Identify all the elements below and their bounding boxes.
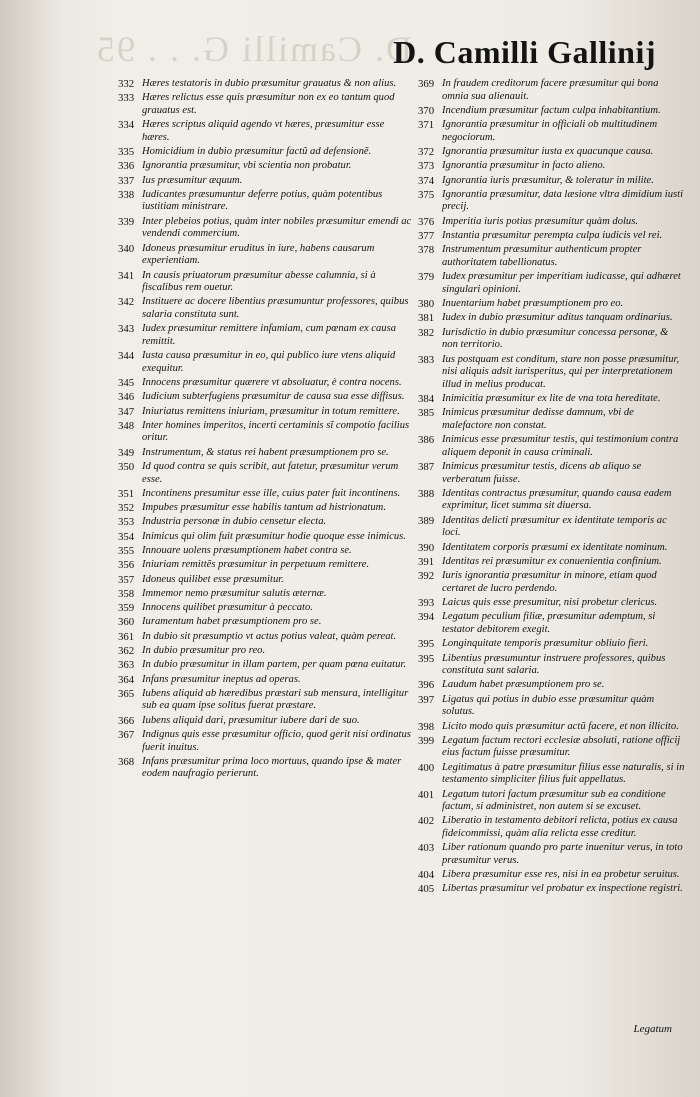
entry-number: 362 xyxy=(118,644,135,657)
entry-text: Hæres testatoris in dubio præsumitur grauatus & non alius. xyxy=(142,78,397,89)
entry-number: 399 xyxy=(418,734,435,747)
entry-text: Instantia præsumitur perempta culpa iudicis vel rei. xyxy=(442,230,663,242)
entry-text: Legatum tutori factum præsumitur sub ea conditione factum, si administret, non autem si se excuset. xyxy=(442,788,666,813)
entry-number: 358 xyxy=(118,587,135,600)
entry-number: 369 xyxy=(418,78,435,90)
entry-item xyxy=(418,570,686,595)
entry-item xyxy=(418,461,686,486)
entry-text: Inuentarium habet præsumptionem pro eo. xyxy=(442,298,624,310)
entry-text: Laicus quis esse presumitur, nisi probetur clericus. xyxy=(442,597,658,609)
entry-text: In dubio præsumitur in illam partem, per quam pœna euitatur. xyxy=(142,659,406,671)
entry-item xyxy=(118,406,414,419)
entry-text: Innocens præsumitur quærere vt absoluatur, è contra nocens. xyxy=(142,377,402,388)
entry-item xyxy=(418,216,686,229)
entry-item xyxy=(418,327,686,352)
entry-text: Iudex præsumitur remittere infamiam, cum pœnam ex causa remittit. xyxy=(142,323,397,347)
entry-item xyxy=(418,78,686,103)
entry-item xyxy=(118,175,414,188)
entry-item xyxy=(118,461,414,486)
entry-number: 351 xyxy=(118,487,135,500)
entry-item xyxy=(418,789,686,814)
entry-number: 343 xyxy=(118,323,135,336)
entry-number: 341 xyxy=(118,269,135,282)
entry-number: 403 xyxy=(418,842,435,855)
entry-item xyxy=(118,420,414,445)
entry-number: 348 xyxy=(118,419,135,432)
entry-text: Id quod contra se quis scribit, aut fatetur, præsumitur verum esse. xyxy=(142,461,399,485)
entry-number: 344 xyxy=(118,350,135,363)
entry-item xyxy=(418,189,686,214)
entry-item xyxy=(418,434,686,459)
entry-text: Incontinens presumitur esse ille, cuius pater fuit incontinens. xyxy=(142,487,401,499)
entry-text: Ignorantia præsumitur, data læsione vltra dimidium iusti precij. xyxy=(442,188,684,213)
entry-item xyxy=(418,721,686,734)
entry-text: Identitas rei præsumitur ex conuenientia confinium. xyxy=(442,555,662,567)
entry-text: Ligatus qui potius in dubio esse præsumitur quàm solutus. xyxy=(442,693,655,718)
entry-text: Iniuriam remittẽs præsumitur in perpetuum remittere. xyxy=(142,559,370,571)
entry-text: Liber rationum quando pro parte inuenitur verus, in toto præsumitur verus. xyxy=(442,842,683,866)
entry-text: Incendium præsumitur factum culpa inhabitantium. xyxy=(442,104,661,116)
entry-number: 336 xyxy=(118,160,135,173)
entry-number: 393 xyxy=(418,597,435,610)
entry-text: Iudicantes præsumuntur deferre potius, quàm potentibus iustitiam ministrare. xyxy=(142,188,383,213)
entry-number: 332 xyxy=(118,78,135,90)
entry-number: 385 xyxy=(418,407,435,420)
entry-item xyxy=(418,597,686,610)
entry-number: 361 xyxy=(118,630,135,643)
entry-item xyxy=(418,869,686,882)
entry-number: 383 xyxy=(418,353,435,366)
entry-text: Innouare uolens præsumptionem habet contra se. xyxy=(142,545,352,556)
entry-item xyxy=(118,160,414,173)
running-header: D. Camilli Gallinij xyxy=(393,34,656,70)
entry-number: 345 xyxy=(118,377,135,389)
entry-number: 400 xyxy=(418,761,435,774)
entry-item xyxy=(118,502,414,515)
entry-text: Inter plebeios potius, quàm inter nobiles præsumitur emendi ac vendendi commercium. xyxy=(142,215,412,240)
entry-text: Inter homines imperitos, incerti certaminis sĩ compotio facilius oritur. xyxy=(142,419,410,444)
entry-item xyxy=(418,679,686,692)
entry-number: 374 xyxy=(418,174,435,187)
entry-number: 366 xyxy=(118,714,135,727)
entry-item xyxy=(418,230,686,243)
entry-item xyxy=(418,244,686,269)
entry-number: 395 xyxy=(418,652,435,665)
entry-text: Libera præsumitur esse res, nisi in ea probetur seruitus. xyxy=(442,869,680,881)
entry-number: 387 xyxy=(418,461,435,473)
entry-number: 359 xyxy=(118,602,135,615)
entry-number: 335 xyxy=(118,146,135,159)
entry-item xyxy=(418,298,686,311)
entry-number: 368 xyxy=(118,755,135,768)
entry-number: 392 xyxy=(418,570,435,583)
entry-item xyxy=(118,78,414,91)
entry-item xyxy=(118,545,414,558)
entry-number: 386 xyxy=(418,434,435,447)
entry-item xyxy=(418,105,686,118)
entry-text: Identitas delicti præsumitur ex identitate temporis ac loci. xyxy=(442,514,667,539)
entry-text: Idoneus quilibet esse præsumitur. xyxy=(142,573,284,585)
entry-number: 352 xyxy=(118,502,135,515)
entry-text: Ignorantia præsumitur in facto alieno. xyxy=(442,160,606,172)
entry-text: Iniuriatus remittens iniuriam, præsumitur in totum remittere. xyxy=(142,405,400,417)
entry-text: Instituere ac docere libentius præsumuntur professores, quibus salaria constituta sunt. xyxy=(142,296,409,320)
entry-text: Liberatio in testamento debitori relicta, potius ex causa fideicommissi, quàm alia relicta esse creditur. xyxy=(442,815,678,840)
entry-text: Iuris ignorantia præsumitur in minore, etiam quod certaret de lucro perdendo. xyxy=(442,570,657,594)
entry-number: 333 xyxy=(118,92,135,105)
entry-item xyxy=(118,588,414,601)
entry-number: 397 xyxy=(418,693,435,706)
entry-text: Identitatem corporis præsumi ex identitate nominum. xyxy=(442,541,668,553)
entry-item xyxy=(418,160,686,173)
entry-text: Laudum habet præsumptionem pro se. xyxy=(442,679,605,691)
entry-number: 363 xyxy=(118,659,135,672)
entry-item xyxy=(118,616,414,629)
entry-number: 381 xyxy=(418,312,435,325)
entry-number: 364 xyxy=(118,673,135,686)
entry-text: Infans præsumitur prima loco mortuus, quando ipse & mater eodem naufragio perierunt. xyxy=(142,755,402,780)
entry-text: Industria personæ in dubio censetur electa. xyxy=(142,516,327,528)
entry-number: 372 xyxy=(418,146,435,159)
entry-number: 377 xyxy=(418,230,435,243)
entry-number: 396 xyxy=(418,679,435,692)
entry-item xyxy=(418,393,686,406)
entry-item xyxy=(118,645,414,658)
entry-number: 401 xyxy=(418,788,435,801)
entry-number: 376 xyxy=(418,215,435,228)
entry-number: 390 xyxy=(418,541,435,554)
entry-number: 384 xyxy=(418,392,435,405)
entry-text: Legatum peculium filiæ, præsumitur ademptum, si testator debitorem exegit. xyxy=(442,611,656,635)
entry-number: 402 xyxy=(418,815,435,828)
entry-number: 373 xyxy=(418,160,435,173)
entry-number: 379 xyxy=(418,271,435,284)
entry-number: 342 xyxy=(118,296,135,309)
entry-number: 357 xyxy=(118,573,135,586)
entry-number: 360 xyxy=(118,616,135,629)
bleed-through-text: D. Camilli G. . . 95 xyxy=(95,29,412,69)
entry-item xyxy=(118,216,414,241)
entry-item xyxy=(118,559,414,572)
entry-item xyxy=(118,323,414,348)
entry-number: 405 xyxy=(418,883,435,896)
entry-number: 389 xyxy=(418,514,435,527)
entry-text: Libertas præsumitur vel probatur ex inspectione registri. xyxy=(442,883,683,895)
entry-number: 391 xyxy=(418,555,435,568)
entry-number: 350 xyxy=(118,461,135,473)
entry-item xyxy=(418,119,686,144)
entry-text: Hæres relictus esse quis præsumitur non ex eo tantum quod grauatus est. xyxy=(142,92,395,116)
entry-number: 382 xyxy=(418,326,435,339)
entry-text: Ius præsumitur æquum. xyxy=(142,174,243,186)
entry-text: Instrumentum præsumitur authenticum propter authoritatem tabellionatus. xyxy=(442,244,642,268)
entry-item xyxy=(118,350,414,375)
entry-item xyxy=(418,271,686,296)
entry-number: 367 xyxy=(118,728,135,741)
entry-number: 388 xyxy=(418,487,435,500)
entry-text: Innocens quilibet præsumitur à peccato. xyxy=(142,602,313,614)
entry-text: Longinquitate temporis præsumitur obliuio fieri. xyxy=(442,638,649,650)
entry-item xyxy=(418,638,686,651)
entry-item xyxy=(118,756,414,781)
entry-text: Iubens aliquid ab hæredibus præstari sub mensura, intelligitur sub ea quam ipse solitus fuerat præstare. xyxy=(142,687,409,712)
entry-text: Iusta causa præsumitur in eo, qui publico iure vtens aliquid exequitur. xyxy=(142,350,396,374)
entry-text: In dubio præsumitur pro reo. xyxy=(142,644,266,656)
entry-item xyxy=(418,556,686,569)
entry-number: 380 xyxy=(418,298,435,311)
entry-item xyxy=(418,883,686,896)
entry-item xyxy=(118,92,414,117)
entry-text: In fraudem creditorum facere præsumitur qui bona omnia sua alienauit. xyxy=(442,78,659,102)
right-column xyxy=(418,78,686,898)
entry-text: Indignus quis esse præsumitur officio, quod gerit nisi ordinatus fuerit inuitus. xyxy=(142,728,411,753)
entry-number: 355 xyxy=(118,545,135,557)
entry-item xyxy=(118,189,414,214)
entry-number: 375 xyxy=(418,188,435,201)
entry-item xyxy=(418,312,686,325)
entry-text: Ignorantia præsumitur in officiali ob multitudinem negociorum. xyxy=(442,119,658,143)
entry-text: Idoneus præsumitur eruditus in iure, habens causarum experientiam. xyxy=(142,242,375,267)
entry-item xyxy=(418,175,686,188)
entry-item xyxy=(418,407,686,432)
entry-number: 371 xyxy=(418,119,435,132)
entry-number: 353 xyxy=(118,516,135,529)
entry-number: 334 xyxy=(118,119,135,132)
entry-item xyxy=(418,146,686,159)
entry-item xyxy=(118,729,414,754)
entry-text: Legatum factum rectori ecclesiæ absoluti, ratione officij eius factum fuisse præsumitur. xyxy=(442,734,681,759)
entry-item xyxy=(118,270,414,295)
entry-number: 398 xyxy=(418,720,435,733)
entry-item xyxy=(118,488,414,501)
entry-item xyxy=(118,119,414,144)
entry-number: 370 xyxy=(418,104,435,117)
entry-text: Inimicitia præsumitur ex lite de vna tota hereditate. xyxy=(442,392,661,404)
entry-number: 404 xyxy=(418,869,435,882)
entry-text: In dubio sit præsumptio vt actus potius valeat, quàm pereat. xyxy=(142,630,397,642)
entry-item xyxy=(418,542,686,555)
entry-item xyxy=(418,842,686,867)
entry-number: 378 xyxy=(418,244,435,257)
entry-text: Libentius præsumuntur instruere professores, quibus constituta sunt salaria. xyxy=(442,652,666,677)
entry-number: 338 xyxy=(118,188,135,201)
entry-item xyxy=(118,531,414,544)
entry-text: Ignorantia præsumitur iusta ex quacunque causa. xyxy=(442,146,654,158)
entry-text: Iudicium subterfugiens præsumitur de causa sua esse diffisus. xyxy=(142,391,405,403)
entry-text: Licito modo quis præsumitur actũ facere, et non illicito. xyxy=(442,720,679,732)
entry-item xyxy=(118,296,414,321)
entry-item xyxy=(418,354,686,392)
entry-number: 356 xyxy=(118,559,135,572)
entry-text: In causis priuatorum præsumitur abesse calumnia, si à fiscalibus rem ouetur. xyxy=(142,269,376,294)
entry-item xyxy=(118,659,414,672)
entry-number: 365 xyxy=(118,687,135,700)
entry-item xyxy=(418,694,686,719)
entry-text: Inimicus esse præsumitur testis, qui testimonium contra aliquem deponit in causa criminali. xyxy=(442,434,679,458)
entry-text: Ignorantia præsumitur, vbi scientia non probatur. xyxy=(142,160,352,172)
entry-item xyxy=(118,243,414,268)
entry-item xyxy=(118,377,414,390)
entry-item xyxy=(118,688,414,713)
entry-number: 347 xyxy=(118,405,135,418)
entry-text: Iudex in dubio præsumitur aditus tanquam ordinarius. xyxy=(442,312,673,324)
entry-number: 394 xyxy=(418,611,435,624)
left-column xyxy=(118,78,414,783)
entry-number: 337 xyxy=(118,174,135,187)
entry-item xyxy=(118,447,414,460)
entry-text: Legitimatus à patre præsumitur filius esse naturalis, si in testamento simpliciter filius fuit appellatus. xyxy=(442,761,685,786)
entry-item xyxy=(118,674,414,687)
entry-text: Imperitia iuris potius præsumitur quàm dolus. xyxy=(442,215,639,227)
entry-number: 346 xyxy=(118,391,135,404)
entry-number: 354 xyxy=(118,530,135,543)
entry-text: Iubens aliquid dari, præsumitur iubere dari de suo. xyxy=(142,714,360,726)
entry-item xyxy=(418,488,686,513)
entry-item xyxy=(118,602,414,615)
entry-text: Impubes præsumitur esse habilis tantum ad histrionatum. xyxy=(142,502,386,514)
entry-item xyxy=(118,391,414,404)
entry-text: Identitas contractus præsumitur, quando causa eadem exprimitur, licet summa sit diuersa. xyxy=(442,487,672,512)
entry-text: Inimicus præsumitur dedisse damnum, vbi de malefactore non constat. xyxy=(442,407,634,431)
entry-text: Inimicus qui olim fuit præsumitur hodie quoque esse inimicus. xyxy=(142,530,406,542)
entry-item xyxy=(118,574,414,587)
entry-item xyxy=(118,715,414,728)
entry-number: 395 xyxy=(418,638,435,651)
entry-number: 339 xyxy=(118,215,135,228)
entry-item xyxy=(118,631,414,644)
entry-item xyxy=(418,611,686,636)
entry-item xyxy=(418,815,686,840)
entry-text: Homicidium in dubio præsumitur factũ ad defensionẽ. xyxy=(142,146,372,158)
entry-number: 349 xyxy=(118,446,135,459)
entry-text: Instrumentum, & status rei habent præsumptionem pro se. xyxy=(142,446,389,458)
entry-number: 340 xyxy=(118,242,135,255)
entry-text: Immemor nemo præsumitur salutis æternæ. xyxy=(142,587,327,599)
entry-item xyxy=(418,515,686,540)
catchword: Legatum xyxy=(633,1023,672,1035)
entry-text: Ignorantia iuris præsumitur, & toleratur in milite. xyxy=(442,174,654,186)
entry-text: Iuramentum habet præsumptionem pro se. xyxy=(142,616,322,628)
entry-item xyxy=(418,762,686,787)
entry-text: Iudex præsumitur per imperitiam iudicasse, qui adhæret singulari opinioni. xyxy=(442,271,681,295)
entry-text: Infans præsumitur ineptus ad operas. xyxy=(142,673,301,685)
entry-text: Inimicus præsumitur testis, dicens ab aliquo se verberatum fuisse. xyxy=(442,461,642,485)
entry-item xyxy=(418,653,686,678)
entry-item xyxy=(118,516,414,529)
entry-item xyxy=(118,146,414,159)
entry-text: Iurisdictio in dubio præsumitur concessa personæ, & non territorio. xyxy=(442,326,669,351)
entry-text: Ius postquam est conditum, stare non posse præsumitur, nisi aliquis adsit iurisperitus, qui per interpretationem illud in melius producat. xyxy=(442,353,680,390)
entry-item xyxy=(418,735,686,760)
entry-text: Hæres scriptus aliquid agendo vt hæres, præsumitur esse hæres. xyxy=(142,119,385,143)
